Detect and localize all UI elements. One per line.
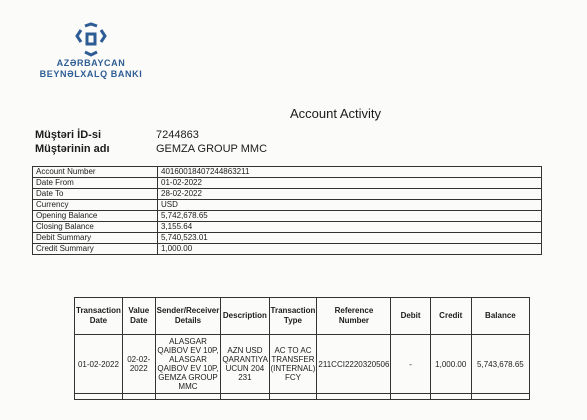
summary-label: Date To: [33, 189, 158, 200]
header-reference-number: Reference Number: [317, 298, 391, 335]
customer-name-value: GEMZA GROUP MMC: [156, 143, 268, 155]
header-sender-receiver: Sender/Receiver Details: [155, 298, 221, 335]
summary-label: Closing Balance: [33, 222, 158, 233]
summary-value: USD: [158, 200, 542, 211]
header-value-date: Value Date: [122, 298, 155, 335]
summary-value: 40160018407244863211: [158, 167, 542, 178]
summary-label: Credit Summary: [33, 244, 158, 255]
summary-label: Opening Balance: [33, 211, 158, 222]
header-transaction-type: Transaction Type: [269, 298, 317, 335]
summary-row: [33, 167, 542, 178]
summary-value: 5,742,678.65: [158, 211, 542, 222]
cell-description: AZN USD QARANTIYA UCUN 204 231: [221, 335, 269, 394]
header-balance: Balance: [471, 298, 529, 335]
summary-row: [33, 244, 542, 255]
cell-transaction-date: 01-02-2022: [75, 335, 123, 394]
header-debit: Debit: [391, 298, 430, 335]
bank-name-line1: AZƏRBAYCAN: [56, 58, 126, 68]
summary-value: 3,155.64: [158, 222, 542, 233]
header-transaction-date: Transaction Date: [75, 298, 123, 335]
bank-emblem-icon: [71, 22, 111, 58]
transactions-table: [74, 297, 530, 400]
summary-row: [33, 178, 542, 189]
summary-row: [33, 211, 542, 222]
cell-transaction-type: AC TO AC TRANSFER (INTERNAL) FCY: [269, 335, 317, 394]
next-row-partial: [75, 394, 530, 400]
summary-row: [33, 233, 542, 244]
account-summary-table: [32, 166, 542, 255]
cell-debit: -: [391, 335, 430, 394]
summary-label: Date From: [33, 178, 158, 189]
summary-value: 1,000.00: [158, 244, 542, 255]
cell-credit: 1,000.00: [430, 335, 471, 394]
summary-value: 01-02-2022: [158, 178, 542, 189]
summary-row: [33, 200, 542, 211]
summary-label: Account Number: [33, 167, 158, 178]
summary-row: [33, 222, 542, 233]
cell-sender-receiver: ALASGAR QAIBOV EV 10P, ALASGAR QAIBOV EV 10P, GEMZA GROUP MMC: [155, 335, 221, 394]
cell-reference-number: 211CCI2220320506: [317, 335, 391, 394]
header-description: Description: [221, 298, 269, 335]
document-title: Account Activity: [290, 106, 382, 121]
customer-name-label: Müştərinin adı: [35, 143, 110, 155]
bank-logo: [36, 22, 146, 80]
transactions-header-row: [75, 298, 530, 335]
summary-value: 5,740,523.01: [158, 233, 542, 244]
cell-value-date: 02-02-2022: [122, 335, 155, 394]
header-credit: Credit: [430, 298, 471, 335]
transaction-row: [75, 335, 530, 394]
summary-value: 28-02-2022: [158, 189, 542, 200]
summary-row: [33, 189, 542, 200]
customer-id-value: 7244863: [156, 129, 199, 141]
cell-balance: 5,743,678.65: [471, 335, 529, 394]
summary-label: Debit Summary: [33, 233, 158, 244]
summary-label: Currency: [33, 200, 158, 211]
bank-name-line2: BEYNƏLXALQ BANKI: [39, 69, 143, 79]
customer-id-label: Müştəri İD-si: [35, 129, 102, 141]
